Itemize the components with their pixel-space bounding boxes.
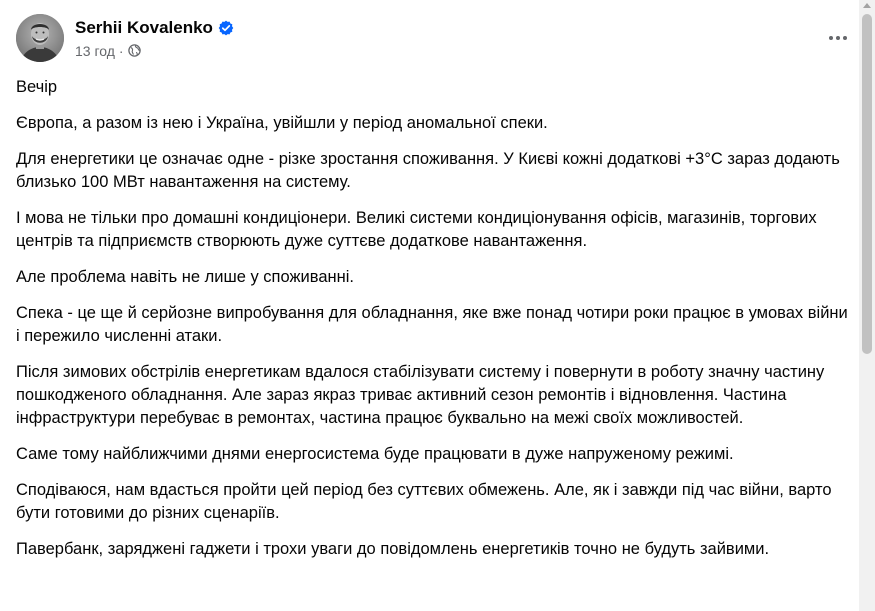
post-paragraph: Після зимових обстрілів енергетикам вдалося стабілізувати систему і повернути в роботу значну частину пошкодженого обладнання. Але зараз якраз триває активний сезон ремонтів і відновлення. Частина інфраструктури перебуває в ремонтах, частина працює буквально на межі своїх можливостей. <box>16 363 825 427</box>
globe-icon[interactable] <box>128 44 141 57</box>
post-meta <box>75 17 234 60</box>
post-paragraph: Спека - це ще й серйозне випробування для обладнання, яке вже понад чотири роки працює в умовах війни і пережило численні атаки. <box>16 304 848 345</box>
post-body <box>16 76 851 574</box>
avatar-photo <box>16 14 64 62</box>
post-paragraph: Але проблема навіть не лише у споживанні. <box>16 268 354 286</box>
post-paragraph: І мова не тільки про домашні кондиціонери. Великі системи кондиціонування офісів, магазинів, торгових центрів та підприємств створюють дуже суттєве додаткове навантаження. <box>16 209 817 250</box>
separator-dot: · <box>118 42 124 59</box>
scroll-up-arrow-icon[interactable] <box>863 3 871 8</box>
author-row <box>75 17 234 39</box>
post-paragraph: Вечір <box>16 78 58 96</box>
verified-badge-icon <box>218 20 234 36</box>
post-paragraph: Сподіваюся, нам вдасться пройти цей період без суттєвих обмежень. Але, як і завжди під час війни, варто бути готовими до різних сценаріїв. <box>16 481 832 522</box>
author-name[interactable]: Serhii Kovalenko <box>75 17 213 37</box>
post-paragraph: Європа, а разом із нею і Україна, увійшли у період аномальної спеки. <box>16 114 548 132</box>
post-paragraph: Саме тому найближчими днями енергосистема буде працювати в дуже напруженому режимі. <box>16 445 734 463</box>
post-paragraph: Для енергетики це означає одне - різке зростання споживання. У Києві кожні додаткові +3°C зараз додають близько 100 МВт навантаження на систему. <box>16 150 840 191</box>
post-paragraph: Павербанк, заряджені гаджети і трохи уваги до повідомлень енергетиків точно не будуть зайвими. <box>16 540 770 558</box>
author-avatar[interactable] <box>16 14 64 62</box>
more-options-icon[interactable] <box>820 24 856 52</box>
scroll-thumb[interactable] <box>862 14 872 354</box>
post-header <box>16 12 234 64</box>
post-timestamp[interactable]: 13 год <box>75 42 115 59</box>
scrollbar[interactable] <box>859 0 875 611</box>
post-subline <box>75 42 234 60</box>
